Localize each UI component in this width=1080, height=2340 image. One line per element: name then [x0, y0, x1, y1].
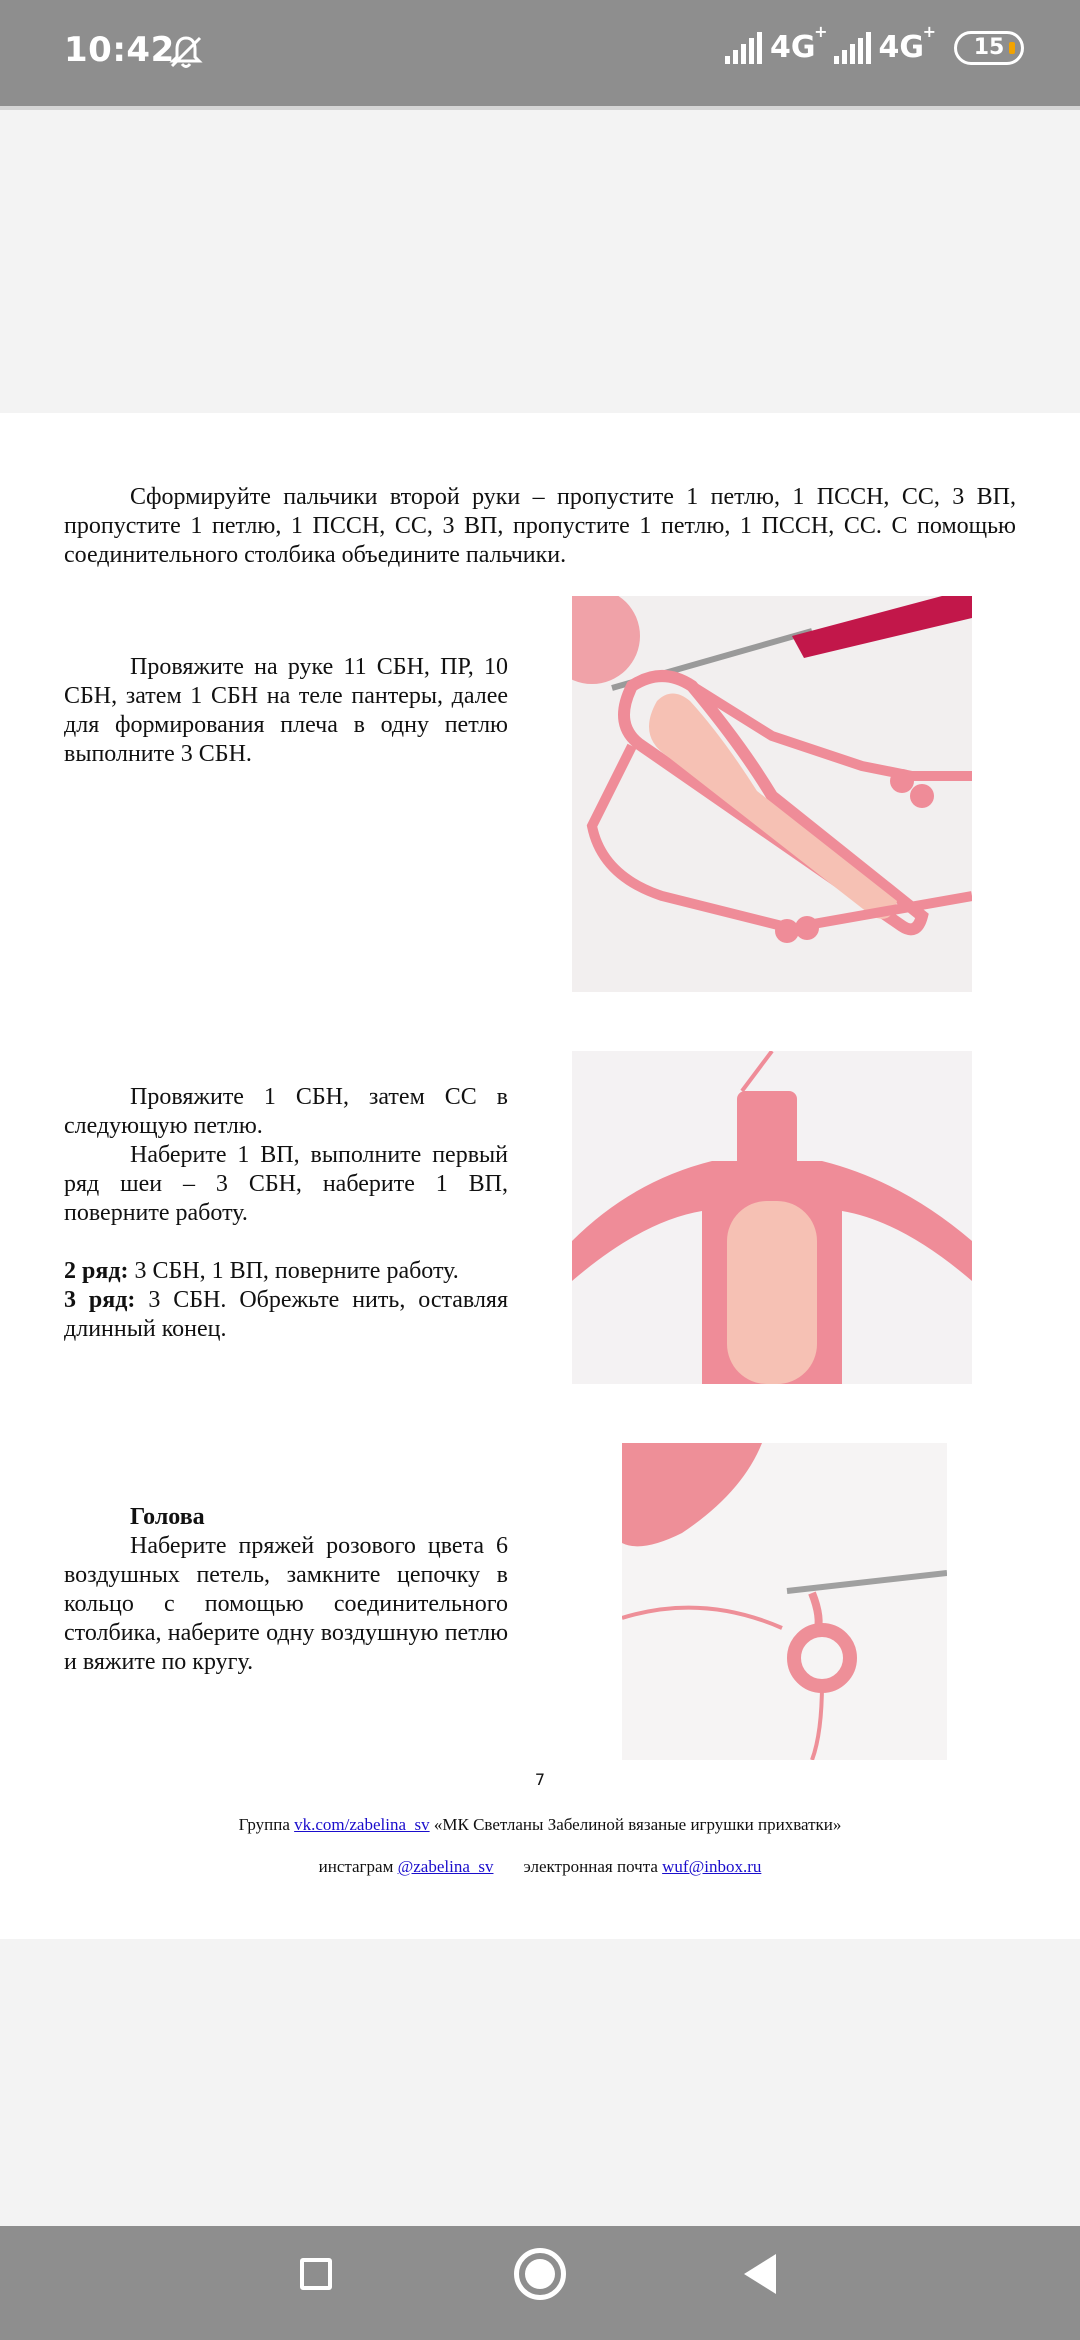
- signal-icon: [834, 32, 871, 64]
- signal-icon: [725, 32, 762, 64]
- photo-crochet-arm: [572, 596, 972, 992]
- network-type-2: 4G +: [878, 22, 936, 65]
- photo-crochet-ring: [622, 1443, 947, 1760]
- status-bar: [0, 0, 1080, 106]
- paragraph-head: Голова Наберите пряжей розового цвета 6 воздушных петель, замкните цепочку в кольцо с помощью соединительного столбика, наберите одну воздушную петлю и вяжите по кругу.: [64, 1504, 508, 1675]
- recents-square-icon[interactable]: [300, 2258, 332, 2290]
- vk-link[interactable]: vk.com/zabelina_sv: [294, 1815, 430, 1834]
- network-type-1: 4G +: [770, 22, 828, 65]
- paragraph-fingers: Сформируйте пальчики второй руки – пропустите 1 петлю, 1 ПССН, СС, 3 ВП, пропустите 1 петлю, 1 ПССН, СС, 3 ВП, пропустите 1 петлю, 1 ПССН, СС. С помощью соединительного столбика объедините пальчики.: [64, 484, 1016, 568]
- back-triangle-icon[interactable]: [744, 2254, 776, 2294]
- battery-level: 15: [973, 35, 1005, 60]
- status-time: 10:42: [64, 30, 175, 70]
- footer-contacts: инстаграм @zabelina_sv электронная почта wuf@inbox.ru: [318, 1857, 762, 1876]
- paragraph-arm: Провяжите на руке 11 СБН, ПР, 10 СБН, затем 1 СБН на теле пантеры, далее для формирования плеча в одну петлю выполните 3 СБН.: [64, 654, 508, 767]
- document-page[interactable]: [0, 413, 1080, 1939]
- photo-crochet-neck: [572, 1051, 972, 1384]
- instagram-link[interactable]: @zabelina_sv: [397, 1857, 494, 1876]
- mute-icon: [166, 32, 206, 72]
- status-divider: [0, 106, 1080, 110]
- page-number: 7: [534, 1770, 546, 1789]
- email-link[interactable]: wuf@inbox.ru: [662, 1857, 762, 1876]
- home-circle-icon[interactable]: [514, 2248, 566, 2300]
- navigation-bar: [0, 2226, 1080, 2340]
- head-title: Голова: [130, 1504, 205, 1530]
- footer-group: Группа vk.com/zabelina_sv «МК Светланы Забелиной вязаные игрушки прихватки»: [238, 1815, 842, 1834]
- status-indicators: [725, 22, 1024, 65]
- battery-icon: [954, 31, 1024, 65]
- paragraph-neck: Провяжите 1 СБН, затем СС в следующую петлю. Наберите 1 ВП, выполните первый ряд шеи – 3 СБН, наберите 1 ВП, поверните работу. 2 ряд: 3 СБН, 1 ВП, поверните работу. 3 ряд: 3 СБН. Обрежьте нить, оставляя длинный конец.: [64, 1084, 508, 1342]
